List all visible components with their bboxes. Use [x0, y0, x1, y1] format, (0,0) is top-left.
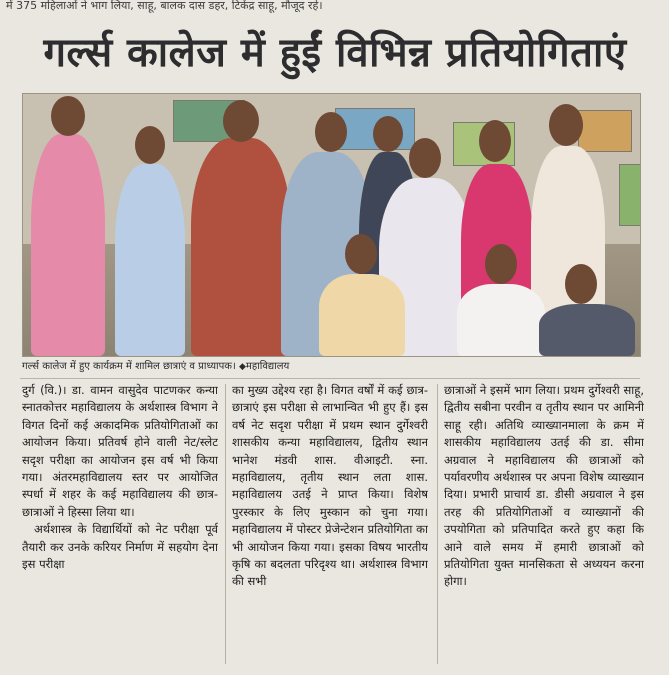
column-divider: [225, 384, 226, 664]
person-figure: [539, 304, 635, 356]
article-paragraph: छात्राओं ने इसमें भाग लिया। प्रथम दुर्गेश्वरी साहू, द्वितीय सबीना परवीन व तृतीय स्थान पर आमिनी साहू रही। अतिथि व्याख्यानमाला के क्रम में शासकीय महाविद्यालय उतई की डा. सीमा अग्रवाल ने महाविद्यालय की छात्राओं को पर्यावरणीय अर्थशास्त्र पर अपना विशेष व्याख्यान दिया। प्रभारी प्राचार्य डा. डीसी अग्रवाल ने इस तरह की प्रतियोगिताओं व व्याख्यानों की उपयोगिता को प्रतिपादित करते हुए कहा कि आने वाले समय में हमारी छात्राओं को प्रतियोगिता युक्त मानसिकता से अध्ययन करना होगा।: [444, 383, 644, 589]
article-paragraph: का मुख्य उद्देश्य रहा है। विगत वर्षों में कई छात्र-छात्राएं इस परीक्षा से लाभान्वित भी हुए हैं। इस वर्ष नेट सदृश परीक्षा में प्रथम स्थान दुर्गेश्वरी शासकीय कन्या महाविद्यालय, द्वितीय स्थान भानेश मंडवी शास. वीआइटी. स्ना. महाविद्यालय, तृतीय स्थान लता शास. महाविद्यालय उतई ने प्राप्त किया। विशेष पुरस्कार के लिए मुस्कान को चुना गया। महाविद्यालय में पोस्टर प्रेजेन्टेशन प्रतियोगिता का भी आयोजन किया गया। इसका विषय भारतीय कृषि का बदलता परिदृश्य था। अर्थशास्त्र विभाग की सभी: [232, 383, 428, 589]
caption-divider: [20, 378, 640, 379]
wall-poster: [619, 164, 641, 226]
person-head: [549, 104, 583, 146]
person-head: [373, 116, 403, 152]
caption-text: गर्ल्स कालेज में हुए कार्यक्रम में शामिल छात्राएं व प्राध्यापक।: [22, 361, 236, 372]
person-head: [223, 100, 259, 142]
article-column-3: [444, 382, 644, 667]
column-divider: [437, 384, 438, 664]
article-paragraph: दुर्ग (वि.)। डा. वामन वासुदेव पाटणकर कन्या स्नातकोत्तर महाविद्यालय के अर्थशास्त्र विभाग ने विगत दिनों कई अकादमिक प्रतियोगिताओं का आयोजन किया। प्रतिवर्ष होने वाली नेट/स्लेट सदृश परीक्षा का आयोजन इस वर्ष भी किया गया। अंतरमहाविद्यालय स्तर पर आयोजित स्पर्धा में शहर के कई महाविद्यालय की छात्र-छात्राओं ने हिस्सा लिया था।: [22, 383, 218, 519]
headline: गर्ल्स कालेज में हुईं विभिन्न प्रतियोगिताएं: [43, 30, 627, 76]
article-paragraph: अर्थशास्त्र के विद्यार्थियों को नेट परीक्षा पूर्व तैयारी कर उनके करियर निर्माण में सहयोग देना इस परीक्षा: [22, 522, 218, 572]
photo-caption: [22, 360, 639, 376]
person-figure: [319, 274, 405, 356]
previous-article-strip: में 375 महिलाओं ने भाग लिया, साहू, बालक दास डहर, टिकेंद्र साहू, मौजूद रहे।: [6, 0, 323, 12]
person-head: [479, 120, 511, 162]
person-figure: [457, 284, 545, 356]
person-figure: [191, 138, 291, 356]
person-figure: [115, 164, 185, 356]
person-head: [409, 138, 441, 178]
caption-credit: महाविद्यालय: [245, 361, 290, 372]
person-figure: [31, 134, 105, 356]
person-head: [345, 234, 377, 274]
person-head: [315, 112, 347, 152]
article-column-1: [22, 382, 218, 667]
credit-dot: ◆: [238, 362, 246, 372]
person-head: [51, 96, 85, 136]
person-head: [485, 244, 517, 284]
group-photo: [22, 93, 641, 357]
person-head: [565, 264, 597, 304]
article-column-2: [232, 382, 428, 667]
wall-poster: [578, 110, 632, 152]
person-head: [135, 126, 165, 164]
